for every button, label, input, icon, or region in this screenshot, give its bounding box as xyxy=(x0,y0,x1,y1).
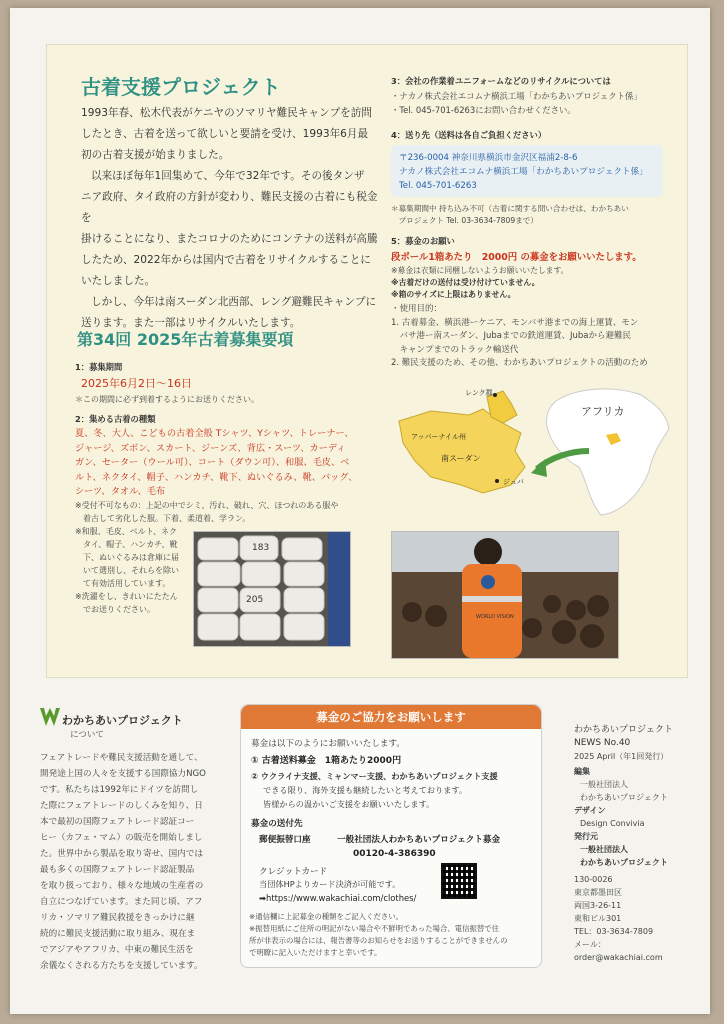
email-link[interactable]: order@wakachiai.com xyxy=(574,953,663,962)
colophon-org: わかちあいプロジェクト xyxy=(574,725,673,735)
upper-nile-label: アッパーナイル州 xyxy=(411,433,467,441)
intro-line: しかし、今年は南スーダン北西部、レング避難民キャンプに xyxy=(91,296,377,308)
shipping-address xyxy=(391,145,663,197)
intro-line: ニア政府、タイ政府の方針が変わり、難民支援の古着にも税金を xyxy=(81,191,378,224)
donation-note: ※募金は衣類に同梱しないようお願いいたします。 xyxy=(391,266,569,275)
refugee-camp-photo xyxy=(391,531,619,659)
types-line: ガン、セーター（ウール可）、コート（ダウン可）、和服、毛皮、ベ xyxy=(75,457,350,468)
donation-notes xyxy=(391,265,681,301)
donation-note-line: 所が非表示の場合には、報告書等のお知らせをお送りすることができませんの xyxy=(249,936,508,945)
about-line: リカ・ソマリア難民救援をきっかけに継 xyxy=(40,913,195,923)
intro-line: したため、2022年からは国内で古着をリサイクルすることに xyxy=(81,254,371,266)
donation-request: 段ボール1箱あたり 2000円 の募金をお願いいたします。 xyxy=(391,252,642,263)
about-text xyxy=(40,750,230,974)
wakachiai-logo xyxy=(40,708,60,730)
about-line: 続的に難民支援活動に取り組み、現在ま xyxy=(40,929,196,939)
card-label: クレジットカード xyxy=(259,867,328,877)
about-suffix: について xyxy=(70,730,104,740)
card-url-link[interactable]: ➡https://www.wakachiai.com/clothes/ xyxy=(259,893,417,903)
send-label: 4：送り先（送料は各自ご負担ください） xyxy=(391,130,547,140)
note-line: て有効活用しています。 xyxy=(75,579,171,588)
usage-line: 2. 難民支援のため、その他、わかちあいプロジェクトの活動のため xyxy=(391,358,648,368)
donation-notes-block xyxy=(249,911,537,959)
page-title: 古着支援プロジェクト xyxy=(81,75,281,99)
clothing-types-list xyxy=(75,427,387,500)
send-note-line: プロジェクト Tel. 03-3634-7809まで） xyxy=(391,216,538,225)
design-label: デザイン xyxy=(574,806,606,815)
note-line: ※受付不可なもの：上記の中でシミ、汚れ、破れ、穴、ほつれのある服や xyxy=(75,501,339,510)
about-line: ヒー（カフェ・マム）の販売を開始しまし xyxy=(40,833,203,843)
address-line: 両国3-26-11 xyxy=(574,901,622,910)
donation-note: ※古着だけの送付は受け付けていません。 xyxy=(391,278,540,287)
period-label: 1：募集期間 xyxy=(75,362,123,372)
publisher-line: わかちあいプロジェクト xyxy=(580,858,668,867)
donation-note-line: で明瞭に記入いただけますと幸いです。 xyxy=(249,948,382,957)
donation-intro: 募金は以下のようにお願いいたします。 xyxy=(251,739,406,749)
edit-line: わかちあいプロジェクト xyxy=(580,793,668,802)
recycle-label: 3：会社の作業着ユニフォームなどのリサイクルについては xyxy=(391,76,611,86)
types-line: ジャージ、ズボン、スカート、ジーンズ、背広・スーツ、カーディ xyxy=(75,442,346,454)
item2-line: できる限り、海外支援も継続したいと考えております。 xyxy=(263,785,468,795)
note-line: 下、ぬいぐるみは倉庫に届 xyxy=(75,553,179,562)
period-value: 2025年6月2日～16日 xyxy=(81,377,192,390)
intro-line: 1993年春、松木代表がケニヤのソマリヤ難民キャンプを訪問 xyxy=(81,107,372,119)
postal-account-name: 一般社団法人わかちあいプロジェクト募金 xyxy=(337,835,501,845)
address-line: 東和ビル301 xyxy=(574,914,622,923)
design-value: Design Convivia xyxy=(580,819,645,828)
types-label: 2：集める古着の種類 xyxy=(75,414,156,424)
intro-line: いたしました。 xyxy=(81,275,156,287)
donation-label: 5：募金のお願い xyxy=(391,236,455,246)
address-line: 東京都墨田区 xyxy=(574,888,622,897)
intro-line: 初の古着支援が始まりました。 xyxy=(81,149,230,161)
bale-label: 205 xyxy=(246,595,264,605)
about-line: た際にフェアトレードのしくみを知り、日 xyxy=(40,801,203,811)
intro-line: 送ります。また一部はリサイクルいたします。 xyxy=(81,317,301,329)
about-line: を取り扱っており、様々な地域の生産者の xyxy=(40,881,204,891)
about-line: 自立につなげています。また同じ頃、アフ xyxy=(40,897,203,907)
colophon-issue: 2025 April（年1回発行） xyxy=(574,752,669,761)
clothing-bales-photo xyxy=(193,531,351,647)
campaign-title: 第34回 2025年古着募集要項 xyxy=(77,330,294,349)
logo-name: わかちあいプロジェクト xyxy=(62,714,183,727)
renk-label: レンク郡 xyxy=(465,389,493,397)
about-line: 余儀なくされる方たちを支援しています。 xyxy=(40,961,203,971)
note-line: 着古して劣化した服。下着、柔道着、学ラン。 xyxy=(75,514,251,523)
publisher-line: 一般社団法人 xyxy=(580,845,628,854)
send-note-line: ＊募集期間中 持ち込み不可（古着に関する問い合わせは、わかちあい xyxy=(391,204,629,213)
usage-line: バサ港ー南スーダン、Jubaまでの鉄道運賃、Jubaから避難民 xyxy=(391,331,631,341)
intro-line: 掛けることになり、またコロナのためにコンテナの送料が高騰 xyxy=(81,233,378,245)
usage-line: キャンプまでのトラック輸送代 xyxy=(391,344,519,355)
w-logo-icon xyxy=(40,708,60,726)
qr-code-icon[interactable] xyxy=(441,863,477,899)
about-line: フェアトレードや難民支援活動を通して、 xyxy=(40,753,203,763)
vest-text: WORLD VISION xyxy=(476,614,514,620)
bale-label: 183 xyxy=(252,543,270,553)
note-line: タイ、帽子、ハンカチ、靴 xyxy=(75,540,178,549)
donation-note-line: ※振替用紙にご住所の明記がない場合や不鮮明であった場合、電信振替で住 xyxy=(249,924,500,933)
edit-line: 一般社団法人 xyxy=(580,780,628,789)
about-line: です。私たちは1992年にドイツを訪問し xyxy=(40,785,199,795)
types-line: ルト、ネクタイ、帽子、ハンカチ、靴下、ぬいぐるみ、靴、バッグ、 xyxy=(75,471,358,483)
note-line: ※洗濯をし、きれいにたたん xyxy=(75,592,178,601)
card-line: 当団体HPよりカード決済が可能です。 xyxy=(259,879,401,889)
recycle-info xyxy=(391,89,681,117)
types-line: シーツ、タオル、毛布 xyxy=(75,486,166,497)
item2-line: ② ウクライナ支援、ミャンマー支援、わかちあいプロジェクト支援 xyxy=(251,771,498,781)
intro-line: 以来ほぼ毎年1回集めて、今年で32年です。その後タンザ xyxy=(91,170,365,182)
note-line: ※和服、毛皮、ベルト、ネク xyxy=(75,527,177,536)
destination-label: 募金の送付先 xyxy=(251,819,303,829)
south-sudan-label: 南スーダン xyxy=(441,454,481,463)
address-line: 130-0026 xyxy=(574,875,613,884)
donation-box xyxy=(240,704,542,968)
address-line: ナカノ株式会社エコムナ横浜工場「わかちあいプロジェクト係」 xyxy=(399,167,648,177)
donation-header: 募金のご協力をお願いします xyxy=(241,705,541,729)
address-line: 〒236-0004 神奈川県横浜市金沢区福浦2-8-6 xyxy=(399,153,578,163)
about-line: 本で最初の国際フェアトレード認証コー xyxy=(40,817,195,827)
donation-note-line: ※通信欄に上記募金の種類をご記入ください。 xyxy=(249,912,404,921)
publisher-label: 発行元 xyxy=(574,832,598,841)
intro-text xyxy=(81,103,381,334)
recycle-line: ・Tel. 045-701-6263にお問い合わせください。 xyxy=(391,105,576,115)
about-line: でアジアやアフリカ、中東の難民生活を xyxy=(40,945,194,955)
address-line: TEL：03-3634-7809 xyxy=(574,927,654,936)
used-clothing-section xyxy=(46,44,688,678)
newsletter-page xyxy=(10,8,710,1014)
usage-line: 1. 古着募金、横浜港ーケニア、モンバサ港までの海上運賃、モン xyxy=(391,317,639,328)
period-note: ＊この期間に必ず到着するようにお送りください。 xyxy=(75,395,259,404)
address-line: Tel. 045-701-6263 xyxy=(399,181,477,191)
colophon xyxy=(574,724,706,964)
usage-label: ・使用目的： xyxy=(391,304,443,314)
usage-block xyxy=(391,303,683,371)
donation-item-1: ① 古着送料募金 1箱あたり2000円 xyxy=(251,756,402,766)
about-line: た。世界中から製品を取り寄せ、国内では xyxy=(40,849,204,859)
postal-label: 郵便振替口座 xyxy=(259,835,311,845)
types-line: 夏、冬、大人、こどもの古着全般 Tシャツ、Yシャツ、トレーナー、 xyxy=(75,428,354,439)
donation-note: ※箱のサイズに上限はありません。 xyxy=(391,290,516,299)
donation-item-2 xyxy=(251,769,541,811)
note-line: でお送りください。 xyxy=(75,605,155,614)
item2-line: 皆様からの温かいご支援をお願いいたします。 xyxy=(263,799,435,809)
intro-line: したとき、古着を送って欲しいと要請を受け、1993年6月最 xyxy=(81,128,369,140)
about-line: 開発途上国の人々を支援する国際協力NGO xyxy=(40,769,206,779)
about-line: 最も多くの国際フェアトレード認証製品 xyxy=(40,865,195,875)
recycle-line: ・ナカノ株式会社エコムナ横浜工場「わかちあいプロジェクト係」 xyxy=(391,91,642,101)
address-line: メール： xyxy=(574,940,606,949)
note-line: いて選別し、それらを除い xyxy=(75,566,179,575)
send-note xyxy=(391,203,683,227)
juba-label: ジュバ xyxy=(503,478,524,486)
colophon-news: NEWS No.40 xyxy=(574,738,631,748)
africa-label: アフリカ xyxy=(581,405,625,418)
south-sudan-map xyxy=(391,381,683,521)
postal-account-number: 00120-4-386390 xyxy=(353,849,436,859)
edit-label: 編集 xyxy=(574,767,590,776)
bottom-section xyxy=(10,684,710,1014)
